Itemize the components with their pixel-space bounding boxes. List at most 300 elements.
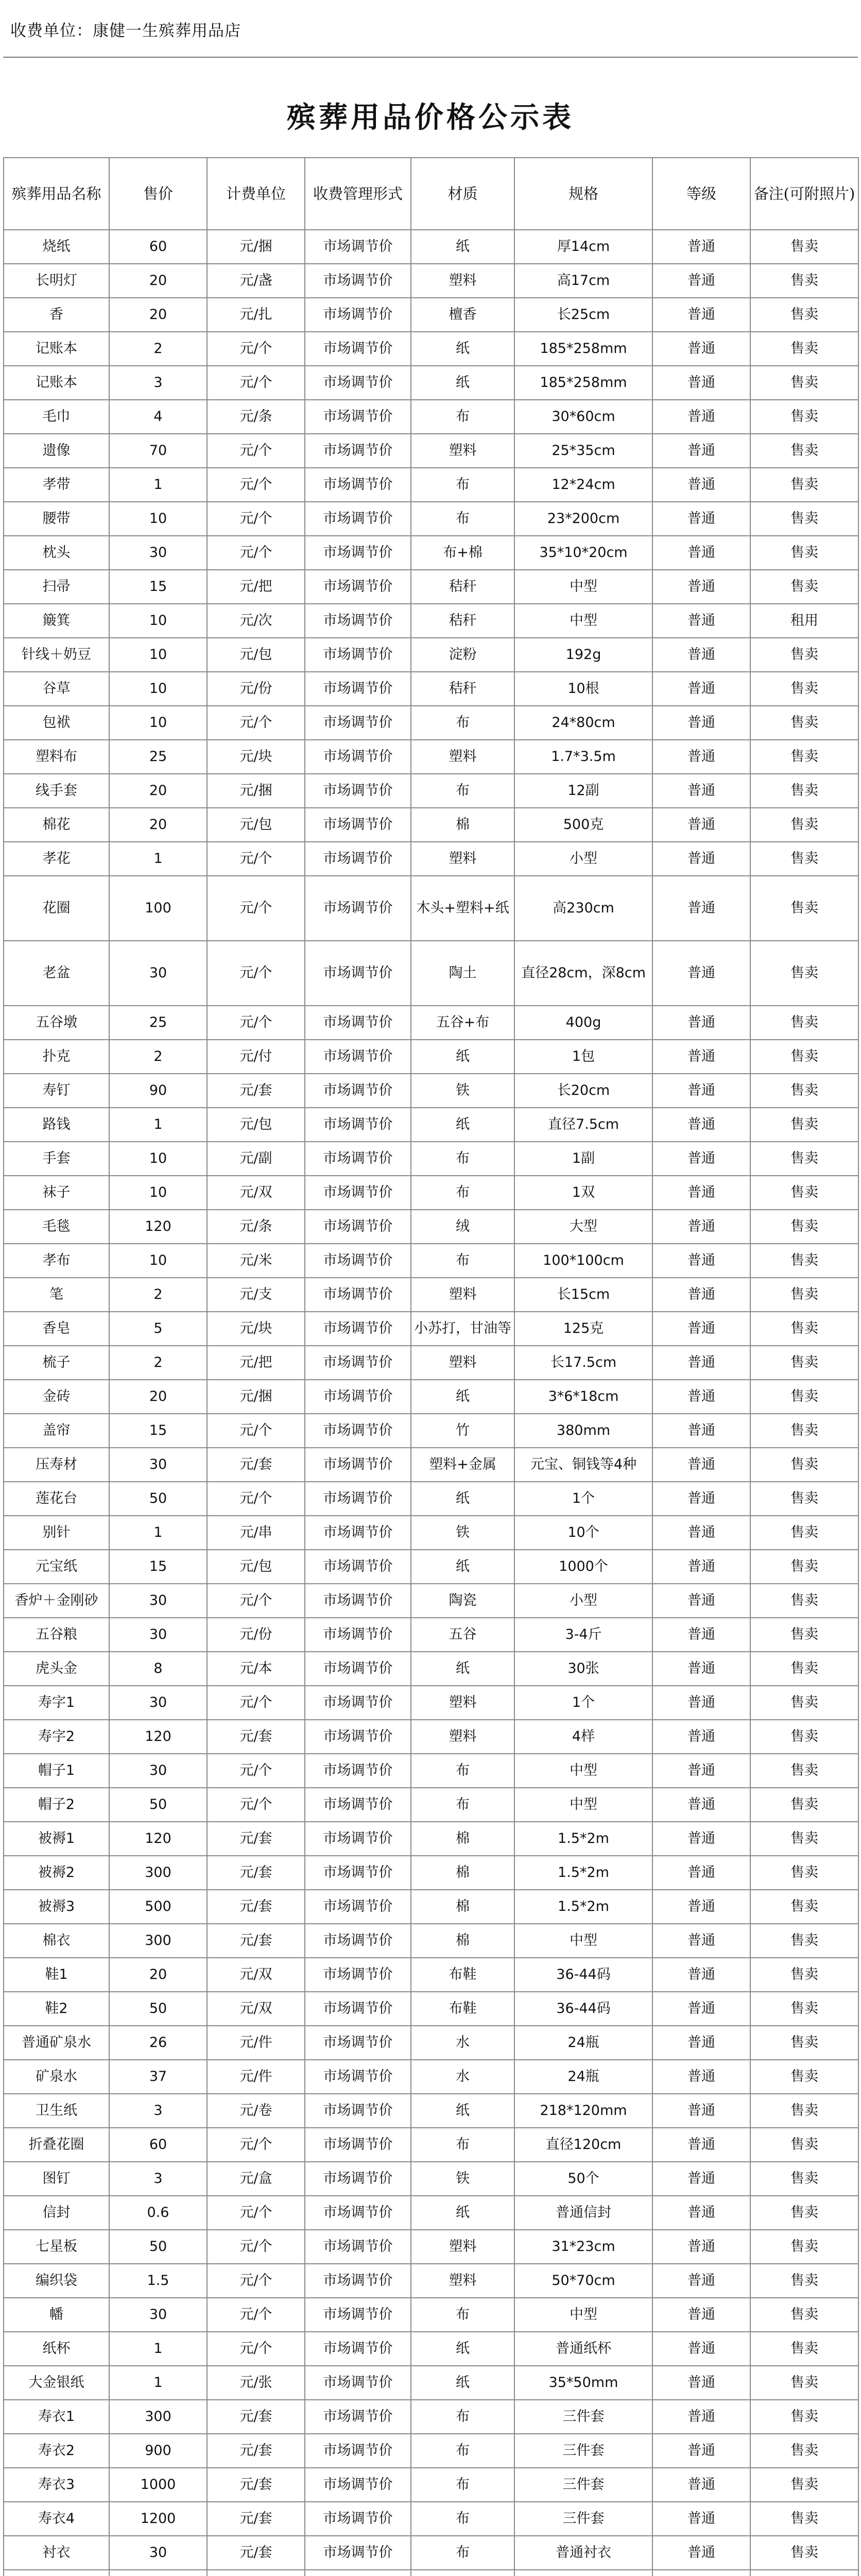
item-remarks: 售卖 <box>750 1856 858 1890</box>
item-name: 寿字1 <box>4 1686 109 1720</box>
charging-unit-label: 收费单位：康健一生殡葬用品店 <box>10 22 241 40</box>
item-grade: 普通 <box>652 1720 750 1754</box>
item-grade: 普通 <box>652 1788 750 1822</box>
table-row <box>4 638 858 672</box>
item-name: 编织袋 <box>4 2264 109 2298</box>
item-billing-unit: 元/双 <box>207 1176 305 1210</box>
item-price: 20 <box>109 264 207 298</box>
item-remarks: 售卖 <box>750 1414 858 1448</box>
item-remarks: 售卖 <box>750 774 858 808</box>
item-remarks: 售卖 <box>750 400 858 434</box>
item-grade: 普通 <box>652 2434 750 2468</box>
item-name: 寿衣4 <box>4 2502 109 2536</box>
item-specification: 100*100cm <box>514 1244 652 1278</box>
item-price: 120 <box>109 1822 207 1856</box>
item-specification: 10个 <box>514 1516 652 1550</box>
item-fee-management: 市场调节价 <box>305 1550 411 1584</box>
item-price: 8 <box>109 1652 207 1686</box>
item-price: 10 <box>109 1244 207 1278</box>
item-name: 手套 <box>4 1142 109 1176</box>
table-row <box>4 842 858 876</box>
item-billing-unit: 元/个 <box>207 842 305 876</box>
item-billing-unit: 元/份 <box>207 1618 305 1652</box>
item-specification: 185*258mm <box>514 332 652 366</box>
item-material: 棉 <box>411 1924 514 1958</box>
item-billing-unit: 元/套 <box>207 2536 305 2570</box>
item-fee-management: 市场调节价 <box>305 2298 411 2332</box>
item-specification: 高17cm <box>514 264 652 298</box>
item-fee-management: 市场调节价 <box>305 2230 411 2264</box>
item-specification: 1.7*3.5m <box>514 740 652 774</box>
table-row <box>4 2264 858 2298</box>
item-billing-unit: 元/个 <box>207 468 305 502</box>
item-billing-unit: 元/条 <box>207 400 305 434</box>
item-material: 布 <box>411 468 514 502</box>
item-grade: 普通 <box>652 468 750 502</box>
item-specification: 1个 <box>514 1686 652 1720</box>
item-fee-management: 市场调节价 <box>305 332 411 366</box>
item-grade: 普通 <box>652 2366 750 2400</box>
item-price: 2 <box>109 1040 207 1074</box>
item-material: 水 <box>411 2026 514 2060</box>
item-specification: 长20cm <box>514 1074 652 1108</box>
item-billing-unit <box>207 2570 305 2576</box>
item-billing-unit: 元/个 <box>207 536 305 570</box>
item-remarks: 售卖 <box>750 2264 858 2298</box>
item-billing-unit: 元/套 <box>207 1720 305 1754</box>
item-material: 纸 <box>411 2332 514 2366</box>
item-name <box>4 2570 109 2576</box>
item-name: 棉衣 <box>4 1924 109 1958</box>
item-remarks: 售卖 <box>750 2298 858 2332</box>
item-grade: 普通 <box>652 842 750 876</box>
item-specification: 1.5*2m <box>514 1890 652 1924</box>
item-billing-unit: 元/个 <box>207 2332 305 2366</box>
item-grade: 普通 <box>652 298 750 332</box>
table-row <box>4 1312 858 1346</box>
item-fee-management: 市场调节价 <box>305 1176 411 1210</box>
table-row <box>4 808 858 842</box>
item-billing-unit: 元/捆 <box>207 230 305 264</box>
item-grade: 普通 <box>652 2162 750 2196</box>
item-price: 4 <box>109 400 207 434</box>
item-name: 针线＋奶豆 <box>4 638 109 672</box>
item-material: 陶瓷 <box>411 1584 514 1618</box>
item-material: 塑料 <box>411 264 514 298</box>
item-fee-management: 市场调节价 <box>305 434 411 468</box>
item-price: 25 <box>109 1006 207 1040</box>
column-header-specification: 规格 <box>514 158 652 230</box>
item-specification: 125克 <box>514 1312 652 1346</box>
table-row <box>4 1856 858 1890</box>
item-price: 50 <box>109 1482 207 1516</box>
item-grade: 普通 <box>652 2400 750 2434</box>
item-grade: 普通 <box>652 1992 750 2026</box>
item-name: 金砖 <box>4 1380 109 1414</box>
item-remarks: 售卖 <box>750 2502 858 2536</box>
item-billing-unit: 元/套 <box>207 2434 305 2468</box>
item-grade: 普通 <box>652 502 750 536</box>
item-fee-management: 市场调节价 <box>305 808 411 842</box>
item-material: 纸 <box>411 2094 514 2128</box>
item-fee-management: 市场调节价 <box>305 1516 411 1550</box>
item-billing-unit: 元/付 <box>207 1040 305 1074</box>
item-billing-unit: 元/把 <box>207 1346 305 1380</box>
item-material: 布 <box>411 2400 514 2434</box>
item-billing-unit: 元/套 <box>207 2400 305 2434</box>
item-specification: 3*6*18cm <box>514 1380 652 1414</box>
table-row <box>4 2468 858 2502</box>
item-billing-unit: 元/张 <box>207 2366 305 2400</box>
item-remarks: 租用 <box>750 604 858 638</box>
item-specification: 1个 <box>514 1482 652 1516</box>
item-name: 谷草 <box>4 672 109 706</box>
item-grade: 普通 <box>652 1958 750 1992</box>
item-price: 70 <box>109 434 207 468</box>
item-grade: 普通 <box>652 230 750 264</box>
item-price: 1000 <box>109 2468 207 2502</box>
item-grade: 普通 <box>652 332 750 366</box>
item-material: 塑料 <box>411 1686 514 1720</box>
item-grade: 普通 <box>652 1414 750 1448</box>
table-row <box>4 332 858 366</box>
item-name: 孝布 <box>4 1244 109 1278</box>
item-grade: 普通 <box>652 400 750 434</box>
item-remarks: 售卖 <box>750 2468 858 2502</box>
item-fee-management: 市场调节价 <box>305 1244 411 1278</box>
item-specification: 185*258mm <box>514 366 652 400</box>
item-price: 300 <box>109 1924 207 1958</box>
item-price: 60 <box>109 230 207 264</box>
item-fee-management: 市场调节价 <box>305 1074 411 1108</box>
item-name: 孝带 <box>4 468 109 502</box>
item-price: 3 <box>109 366 207 400</box>
item-specification: 普通信封 <box>514 2196 652 2230</box>
item-remarks: 售卖 <box>750 2230 858 2264</box>
item-fee-management: 市场调节价 <box>305 1924 411 1958</box>
item-grade: 普通 <box>652 1550 750 1584</box>
item-material: 淀粉 <box>411 638 514 672</box>
item-grade: 普通 <box>652 706 750 740</box>
item-name: 路钱 <box>4 1108 109 1142</box>
item-fee-management: 市场调节价 <box>305 1788 411 1822</box>
item-price: 10 <box>109 638 207 672</box>
item-material: 纸 <box>411 2366 514 2400</box>
item-billing-unit: 元/个 <box>207 2264 305 2298</box>
item-grade: 普通 <box>652 774 750 808</box>
item-grade: 普通 <box>652 570 750 604</box>
table-row <box>4 1584 858 1618</box>
table-row <box>4 1142 858 1176</box>
item-specification: 36-44码 <box>514 1992 652 2026</box>
item-remarks: 售卖 <box>750 2162 858 2196</box>
item-material: 布 <box>411 2502 514 2536</box>
item-name: 压寿材 <box>4 1448 109 1482</box>
item-grade: 普通 <box>652 1686 750 1720</box>
item-billing-unit: 元/个 <box>207 876 305 941</box>
item-specification: 1.5*2m <box>514 1822 652 1856</box>
item-price <box>109 2570 207 2576</box>
item-billing-unit: 元/盏 <box>207 264 305 298</box>
item-grade: 普通 <box>652 1074 750 1108</box>
item-material: 布 <box>411 2536 514 2570</box>
item-specification: 24瓶 <box>514 2026 652 2060</box>
item-price: 2 <box>109 1346 207 1380</box>
item-material: 布 <box>411 774 514 808</box>
table-row <box>4 536 858 570</box>
item-billing-unit: 元/套 <box>207 1074 305 1108</box>
item-material <box>411 2570 514 2576</box>
item-name: 五谷墩 <box>4 1006 109 1040</box>
table-row <box>4 1686 858 1720</box>
table-row <box>4 1720 858 1754</box>
item-specification: 中型 <box>514 1754 652 1788</box>
column-header-name: 殡葬用品名称 <box>4 158 109 230</box>
table-row <box>4 1516 858 1550</box>
item-billing-unit: 元/个 <box>207 706 305 740</box>
item-name: 矿泉水 <box>4 2060 109 2094</box>
item-grade: 普通 <box>652 434 750 468</box>
item-fee-management: 市场调节价 <box>305 2128 411 2162</box>
table-row <box>4 1210 858 1244</box>
table-row <box>4 1958 858 1992</box>
item-specification: 3-4斤 <box>514 1618 652 1652</box>
item-remarks: 售卖 <box>750 2128 858 2162</box>
table-row <box>4 366 858 400</box>
item-price: 1200 <box>109 2502 207 2536</box>
item-remarks: 售卖 <box>750 1754 858 1788</box>
item-material: 布 <box>411 2128 514 2162</box>
table-row <box>4 1618 858 1652</box>
item-fee-management: 市场调节价 <box>305 1618 411 1652</box>
item-remarks: 售卖 <box>750 2094 858 2128</box>
item-name: 被褥1 <box>4 1822 109 1856</box>
item-remarks: 售卖 <box>750 1584 858 1618</box>
item-fee-management: 市场调节价 <box>305 1482 411 1516</box>
item-grade: 普通 <box>652 2026 750 2060</box>
item-material: 布 <box>411 706 514 740</box>
item-remarks: 售卖 <box>750 1074 858 1108</box>
item-fee-management: 市场调节价 <box>305 1958 411 1992</box>
item-material: 木头+塑料+纸 <box>411 876 514 941</box>
item-specification: 24瓶 <box>514 2060 652 2094</box>
item-name: 五谷粮 <box>4 1618 109 1652</box>
item-name: 毛毯 <box>4 1210 109 1244</box>
item-fee-management: 市场调节价 <box>305 2060 411 2094</box>
item-price: 20 <box>109 298 207 332</box>
item-remarks: 售卖 <box>750 332 858 366</box>
table-row <box>4 1176 858 1210</box>
item-material: 纸 <box>411 1482 514 1516</box>
table-row <box>4 2502 858 2536</box>
item-grade: 普通 <box>652 808 750 842</box>
item-billing-unit: 元/包 <box>207 1550 305 1584</box>
item-billing-unit: 元/把 <box>207 570 305 604</box>
item-billing-unit: 元/件 <box>207 2060 305 2094</box>
item-grade: 普通 <box>652 638 750 672</box>
item-specification: 12*24cm <box>514 468 652 502</box>
item-billing-unit: 元/包 <box>207 638 305 672</box>
item-remarks: 售卖 <box>750 1550 858 1584</box>
table-row <box>4 1108 858 1142</box>
item-remarks: 售卖 <box>750 1244 858 1278</box>
item-price: 30 <box>109 2536 207 2570</box>
item-specification: 元宝、铜钱等4种 <box>514 1448 652 1482</box>
item-material: 绒 <box>411 1210 514 1244</box>
item-specification: 直径120cm <box>514 2128 652 2162</box>
item-fee-management: 市场调节价 <box>305 1006 411 1040</box>
item-fee-management: 市场调节价 <box>305 774 411 808</box>
item-name: 袜子 <box>4 1176 109 1210</box>
item-specification: 小型 <box>514 1584 652 1618</box>
item-material: 陶土 <box>411 941 514 1006</box>
item-remarks: 售卖 <box>750 740 858 774</box>
item-specification: 30张 <box>514 1652 652 1686</box>
table-row <box>4 2536 858 2570</box>
table-row <box>4 1652 858 1686</box>
item-remarks: 售卖 <box>750 1958 858 1992</box>
table-row <box>4 604 858 638</box>
item-material: 塑料 <box>411 1278 514 1312</box>
item-price: 120 <box>109 1210 207 1244</box>
item-fee-management: 市场调节价 <box>305 1414 411 1448</box>
table-row <box>4 2366 858 2400</box>
item-material: 五谷+布 <box>411 1006 514 1040</box>
item-billing-unit: 元/套 <box>207 2468 305 2502</box>
table-row <box>4 1074 858 1108</box>
item-fee-management: 市场调节价 <box>305 1448 411 1482</box>
item-price: 50 <box>109 1788 207 1822</box>
item-name: 香 <box>4 298 109 332</box>
table-row <box>4 2332 858 2366</box>
item-price: 20 <box>109 1380 207 1414</box>
item-name: 腰带 <box>4 502 109 536</box>
item-name: 簸箕 <box>4 604 109 638</box>
item-specification: 1.5*2m <box>514 1856 652 1890</box>
item-fee-management: 市场调节价 <box>305 230 411 264</box>
table-row <box>4 2162 858 2196</box>
item-material: 五谷 <box>411 1618 514 1652</box>
item-price: 30 <box>109 1584 207 1618</box>
item-name: 扫帚 <box>4 570 109 604</box>
item-material: 布 <box>411 2468 514 2502</box>
page-title: 殡葬用品价格公示表 <box>287 100 574 134</box>
item-specification: 1双 <box>514 1176 652 1210</box>
item-fee-management: 市场调节价 <box>305 1992 411 2026</box>
table-row <box>4 1244 858 1278</box>
item-name: 衬衣 <box>4 2536 109 2570</box>
item-specification: 192g <box>514 638 652 672</box>
item-remarks: 售卖 <box>750 2196 858 2230</box>
item-billing-unit: 元/捆 <box>207 1380 305 1414</box>
item-remarks: 售卖 <box>750 2400 858 2434</box>
table-row <box>4 502 858 536</box>
item-name: 扑克 <box>4 1040 109 1074</box>
item-fee-management: 市场调节价 <box>305 264 411 298</box>
item-material: 秸秆 <box>411 570 514 604</box>
item-price: 30 <box>109 1618 207 1652</box>
column-header-billing-unit: 计费单位 <box>207 158 305 230</box>
item-price: 90 <box>109 1074 207 1108</box>
item-grade: 普通 <box>652 2468 750 2502</box>
item-name: 折叠花圈 <box>4 2128 109 2162</box>
item-fee-management: 市场调节价 <box>305 2536 411 2570</box>
item-material: 檀香 <box>411 298 514 332</box>
item-fee-management: 市场调节价 <box>305 2196 411 2230</box>
item-remarks: 售卖 <box>750 570 858 604</box>
item-name: 盖帘 <box>4 1414 109 1448</box>
item-price: 1 <box>109 1108 207 1142</box>
item-name: 枕头 <box>4 536 109 570</box>
item-grade: 普通 <box>652 1584 750 1618</box>
item-remarks: 售卖 <box>750 1618 858 1652</box>
item-remarks: 售卖 <box>750 1142 858 1176</box>
item-billing-unit: 元/个 <box>207 1754 305 1788</box>
item-material: 塑料 <box>411 1346 514 1380</box>
item-specification: 35*50mm <box>514 2366 652 2400</box>
item-price: 2 <box>109 332 207 366</box>
item-name: 普通矿泉水 <box>4 2026 109 2060</box>
item-material: 塑料 <box>411 842 514 876</box>
item-grade: 普通 <box>652 1312 750 1346</box>
item-name: 被褥2 <box>4 1856 109 1890</box>
item-grade: 普通 <box>652 1040 750 1074</box>
item-grade: 普通 <box>652 1448 750 1482</box>
price-table-body <box>4 230 858 2576</box>
table-row <box>4 1992 858 2026</box>
item-grade: 普通 <box>652 1142 750 1176</box>
item-specification: 4样 <box>514 1720 652 1754</box>
item-fee-management: 市场调节价 <box>305 1754 411 1788</box>
item-specification: 普通衬衣 <box>514 2536 652 2570</box>
item-billing-unit: 元/个 <box>207 2128 305 2162</box>
item-price: 10 <box>109 502 207 536</box>
item-name: 别针 <box>4 1516 109 1550</box>
item-specification: 35*10*20cm <box>514 536 652 570</box>
table-row <box>4 1822 858 1856</box>
table-header-row <box>4 158 858 230</box>
table-row <box>4 2060 858 2094</box>
item-grade: 普通 <box>652 941 750 1006</box>
item-specification: 50*70cm <box>514 2264 652 2298</box>
item-fee-management: 市场调节价 <box>305 706 411 740</box>
item-grade: 普通 <box>652 1278 750 1312</box>
item-material: 布鞋 <box>411 1992 514 2026</box>
item-material: 塑料 <box>411 2264 514 2298</box>
item-name: 帽子1 <box>4 1754 109 1788</box>
item-price: 900 <box>109 2434 207 2468</box>
table-row <box>4 298 858 332</box>
item-specification: 500克 <box>514 808 652 842</box>
item-material: 棉 <box>411 1856 514 1890</box>
item-price: 26 <box>109 2026 207 2060</box>
item-price: 50 <box>109 2230 207 2264</box>
item-billing-unit: 元/串 <box>207 1516 305 1550</box>
item-billing-unit: 元/件 <box>207 2026 305 2060</box>
item-grade: 普通 <box>652 876 750 941</box>
item-price: 10 <box>109 706 207 740</box>
item-fee-management: 市场调节价 <box>305 2502 411 2536</box>
item-billing-unit: 元/个 <box>207 1686 305 1720</box>
table-row <box>4 264 858 298</box>
item-price: 1 <box>109 2332 207 2366</box>
item-specification: 普通纸杯 <box>514 2332 652 2366</box>
item-specification: 23*200cm <box>514 502 652 536</box>
item-remarks: 售卖 <box>750 1516 858 1550</box>
item-billing-unit: 元/个 <box>207 332 305 366</box>
item-name: 信封 <box>4 2196 109 2230</box>
item-price: 20 <box>109 1958 207 1992</box>
